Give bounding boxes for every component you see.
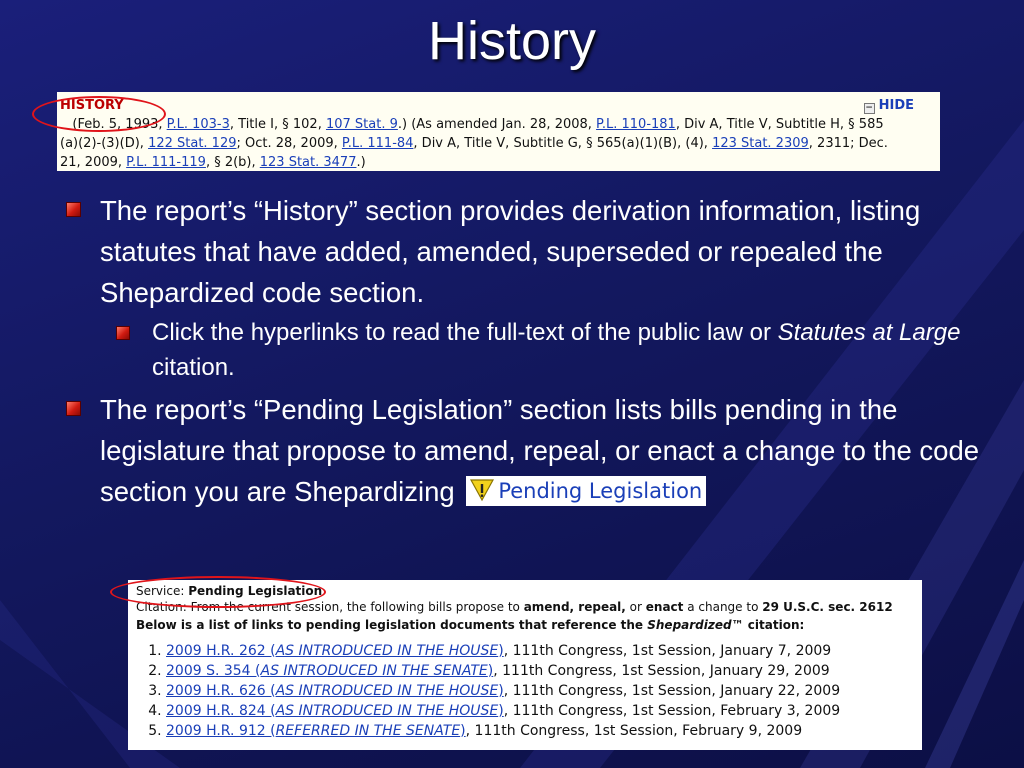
link-pl-111-84[interactable]: P.L. 111-84 [341,136,414,151]
history-line-1: (Feb. 5, 1993, P.L. 103-3, Title I, § 102, 107 Stat. 9.) (As amended Jan. 28, 2008, P.L. 110-181, Div A, Title V, Subtitle H, § 585 [72,117,884,132]
hide-toggle[interactable]: − HIDE [865,98,914,113]
pending-bills-list [136,641,922,741]
link-123-stat-2309[interactable]: 123 Stat. 2309 [712,136,809,151]
history-line-3: 21, 2009, P.L. 111-119, § 2(b), 123 Stat. 3477.) [60,155,366,170]
bill-link[interactable]: 2009 H.R. 626 (AS INTRODUCED IN THE HOUSE) [166,683,504,699]
link-pl-103-3[interactable]: P.L. 103-3 [166,117,230,132]
link-107-stat-9[interactable]: 107 Stat. 9 [325,117,398,132]
history-highlight-ellipse [32,96,166,132]
service-line: Service: Pending Legislation [136,584,323,598]
slide-title: History [427,11,596,71]
link-pl-110-181[interactable]: P.L. 110-181 [596,117,676,132]
bullet-pending [62,389,992,512]
history-panel [57,92,940,171]
bill-link[interactable]: 2009 H.R. 824 (AS INTRODUCED IN THE HOUSE) [166,703,504,719]
list-intro: Below is a list of links to pending legislation documents that reference the Shepardized™ citation: [136,618,805,632]
pending-legislation-badge[interactable]: Pending Legislation [466,476,706,506]
sub-bullet-square-icon [116,326,130,340]
bullet-square-icon [66,401,81,416]
bullet-history [62,190,992,313]
link-pl-111-119[interactable]: P.L. 111-119 [126,155,206,170]
list-item: 4. 2009 H.R. 824 (AS INTRODUCED IN THE HOUSE), 111th Congress, 1st Session, February 3, 2009 [166,701,922,721]
list-item: 3. 2009 H.R. 626 (AS INTRODUCED IN THE HOUSE), 111th Congress, 1st Session, January 22, 2009 [166,681,922,701]
bill-link[interactable]: 2009 H.R. 262 (AS INTRODUCED IN THE HOUSE) [166,643,504,659]
warning-icon [470,478,494,502]
sub-bullet-hyperlinks: Click the hyperlinks to read the full-text of the public law or Statutes at Large citation. [62,315,992,385]
bullet-square-icon [66,202,81,217]
citation-line: Citation: From the current session, the following bills propose to amend, repeal, or enact a change to 29 U.S.C. sec. 2612 [136,600,893,614]
list-item: 2. 2009 S. 354 (AS INTRODUCED IN THE SENATE), 111th Congress, 1st Session, January 29, 2009 [166,661,922,681]
bullet-list [62,190,992,512]
list-item: 5. 2009 H.R. 912 (REFERRED IN THE SENATE), 111th Congress, 1st Session, February 9, 2009 [166,721,922,741]
link-122-stat-129[interactable]: 122 Stat. 129 [148,136,237,151]
link-123-stat-3477[interactable]: 123 Stat. 3477 [259,155,357,170]
bullet-pending-text: The report’s “Pending Legislation” section lists bills pending in the legislature that propose to amend, repeal, or enact a change to the code section you are Shepardizing [100,394,980,507]
pending-highlight-ellipse [110,576,326,608]
collapse-icon[interactable]: − [865,103,873,113]
bill-link[interactable]: 2009 S. 354 (AS INTRODUCED IN THE SENATE) [166,663,494,679]
bullet-history-text: The report’s “History” section provides derivation information, listing statutes that have added, amended, superseded or repealed the Shepardized code section. [100,195,921,308]
list-item: 1. 2009 H.R. 262 (AS INTRODUCED IN THE HOUSE), 111th Congress, 1st Session, January 7, 2009 [166,641,922,661]
history-line-2: (a)(2)-(3)(D), 122 Stat. 129; Oct. 28, 2009, P.L. 111-84, Div A, Title V, Subtitle G, § 565(a)(1)(B), (4), 123 Stat. 2309, 2311; Dec. [60,136,888,151]
history-header: HISTORY [60,98,124,113]
bill-link[interactable]: 2009 H.R. 912 (REFERRED IN THE SENATE) [166,723,466,739]
